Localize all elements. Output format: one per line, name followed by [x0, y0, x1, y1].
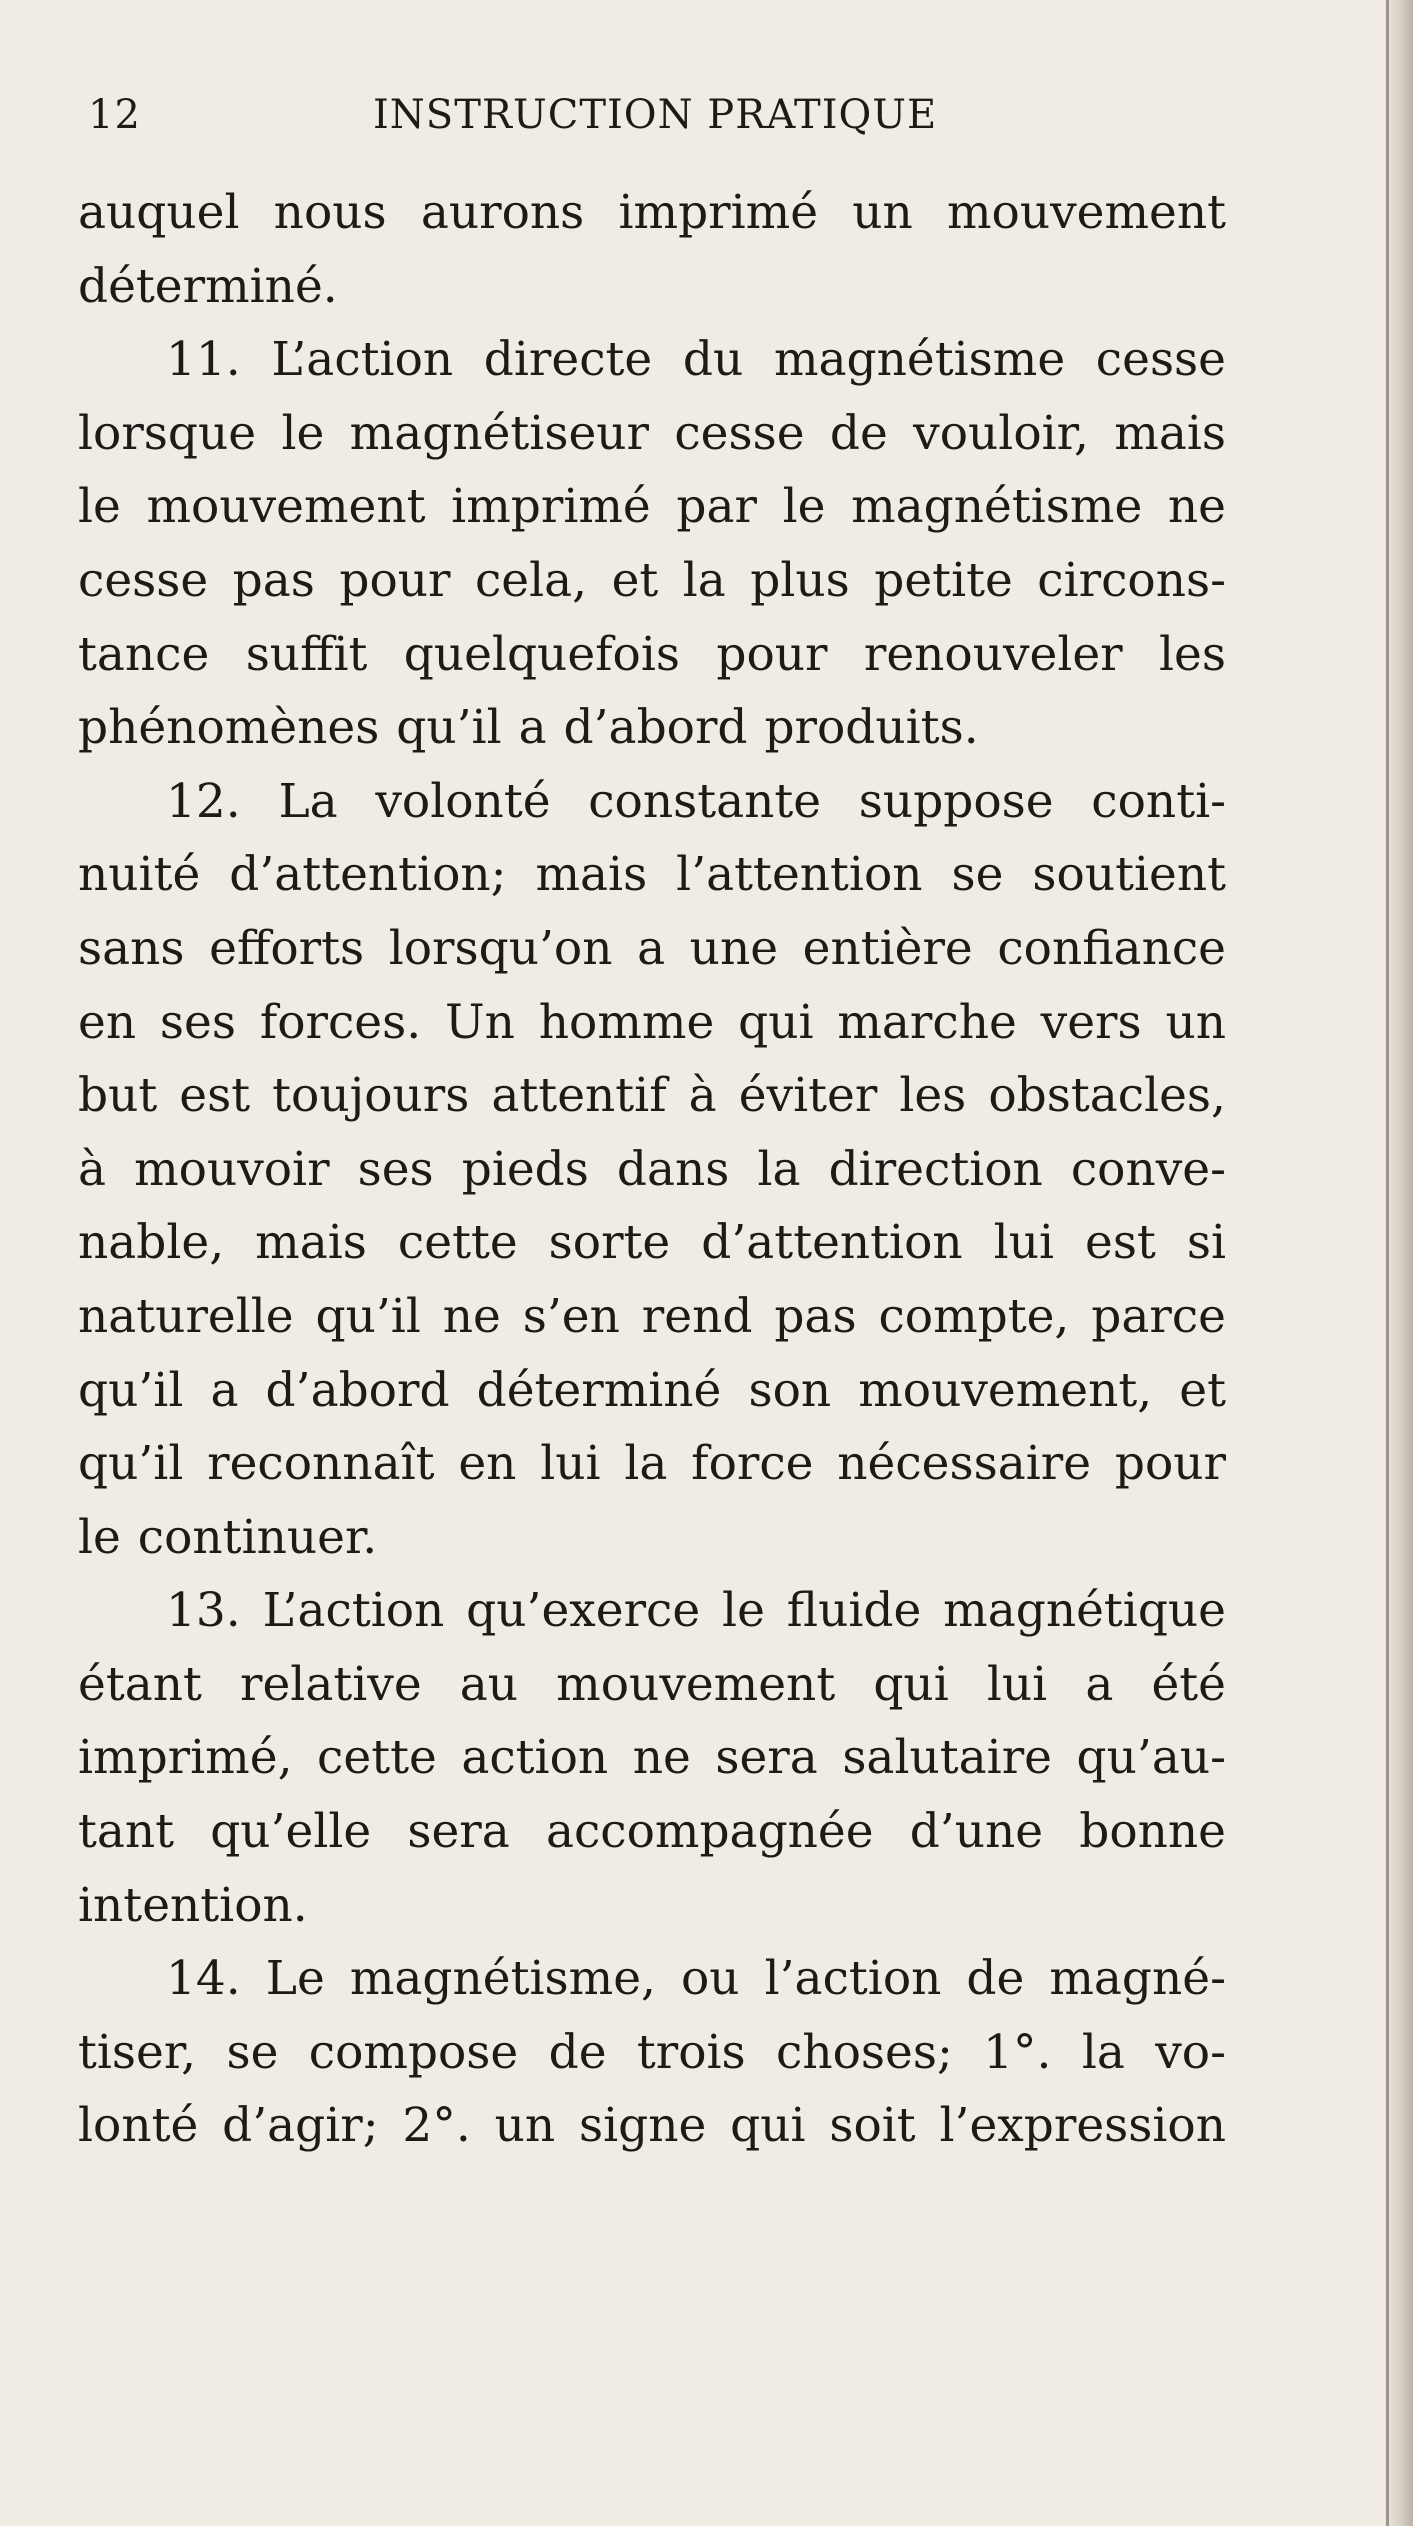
running-head: [88, 92, 958, 142]
text-line: lorsque le magnétiseur cesse de vouloir, mais: [78, 405, 1226, 461]
page-edge-line: [1386, 0, 1389, 2526]
text-line: tant qu’elle sera accompagnée d’une bonne: [78, 1804, 1226, 1860]
text-line: phénomènes qu’il a d’abord produits.: [78, 700, 979, 756]
page-number: 12: [88, 92, 141, 138]
body-text: [78, 176, 1226, 2163]
text-line: sans efforts lorsqu’on a une entière confiance: [78, 920, 1226, 976]
text-line: tiser, se compose de trois choses; 1°. la vo-: [78, 2024, 1226, 2080]
text-line: lonté d’agir; 2°. un signe qui soit l’expression: [78, 2098, 1226, 2154]
text-line: cesse pas pour cela, et la plus petite circons-: [78, 552, 1226, 608]
text-line: déterminé.: [78, 258, 338, 314]
text-line: tance suffit quelquefois pour renouveler les: [78, 626, 1226, 682]
text-line: auquel nous aurons imprimé un mouvement: [78, 185, 1226, 240]
text-line: nuité d’attention; mais l’attention se soutient: [78, 847, 1226, 903]
text-line: le mouvement imprimé par le magnétisme ne: [78, 479, 1226, 535]
text-line: imprimé, cette action ne sera salutaire qu’au-: [78, 1730, 1226, 1786]
paragraph-14-start: 14. Le magnétisme, ou l’action de magné-: [166, 1951, 1226, 2007]
paragraph-13-start: 13. L’action qu’exerce le fluide magnétique: [166, 1583, 1226, 1639]
text-line: naturelle qu’il ne s’en rend pas compte, parce: [78, 1288, 1226, 1344]
paragraph-12-start: 12. La volonté constante suppose conti-: [166, 773, 1226, 829]
page-edge-shadow: [1385, 0, 1413, 2526]
text-line: but est toujours attentif à éviter les obstacles,: [78, 1068, 1226, 1124]
text-line: nable, mais cette sorte d’attention lui est si: [78, 1215, 1226, 1271]
text-line: qu’il a d’abord déterminé son mouvement, et: [78, 1362, 1226, 1418]
paragraph-11-start: 11. L’action directe du magnétisme cesse: [166, 332, 1226, 388]
text-line: étant relative au mouvement qui lui a été: [78, 1656, 1226, 1712]
text-line: qu’il reconnaît en lui la force nécessaire pour: [78, 1436, 1226, 1492]
text-line: à mouvoir ses pieds dans la direction conve-: [78, 1141, 1226, 1197]
text-line: intention.: [78, 1877, 308, 1933]
running-title: INSTRUCTION PRATIQUE: [373, 92, 938, 138]
text-line: le continuer.: [78, 1509, 378, 1565]
text-line: en ses forces. Un homme qui marche vers un: [78, 994, 1226, 1050]
